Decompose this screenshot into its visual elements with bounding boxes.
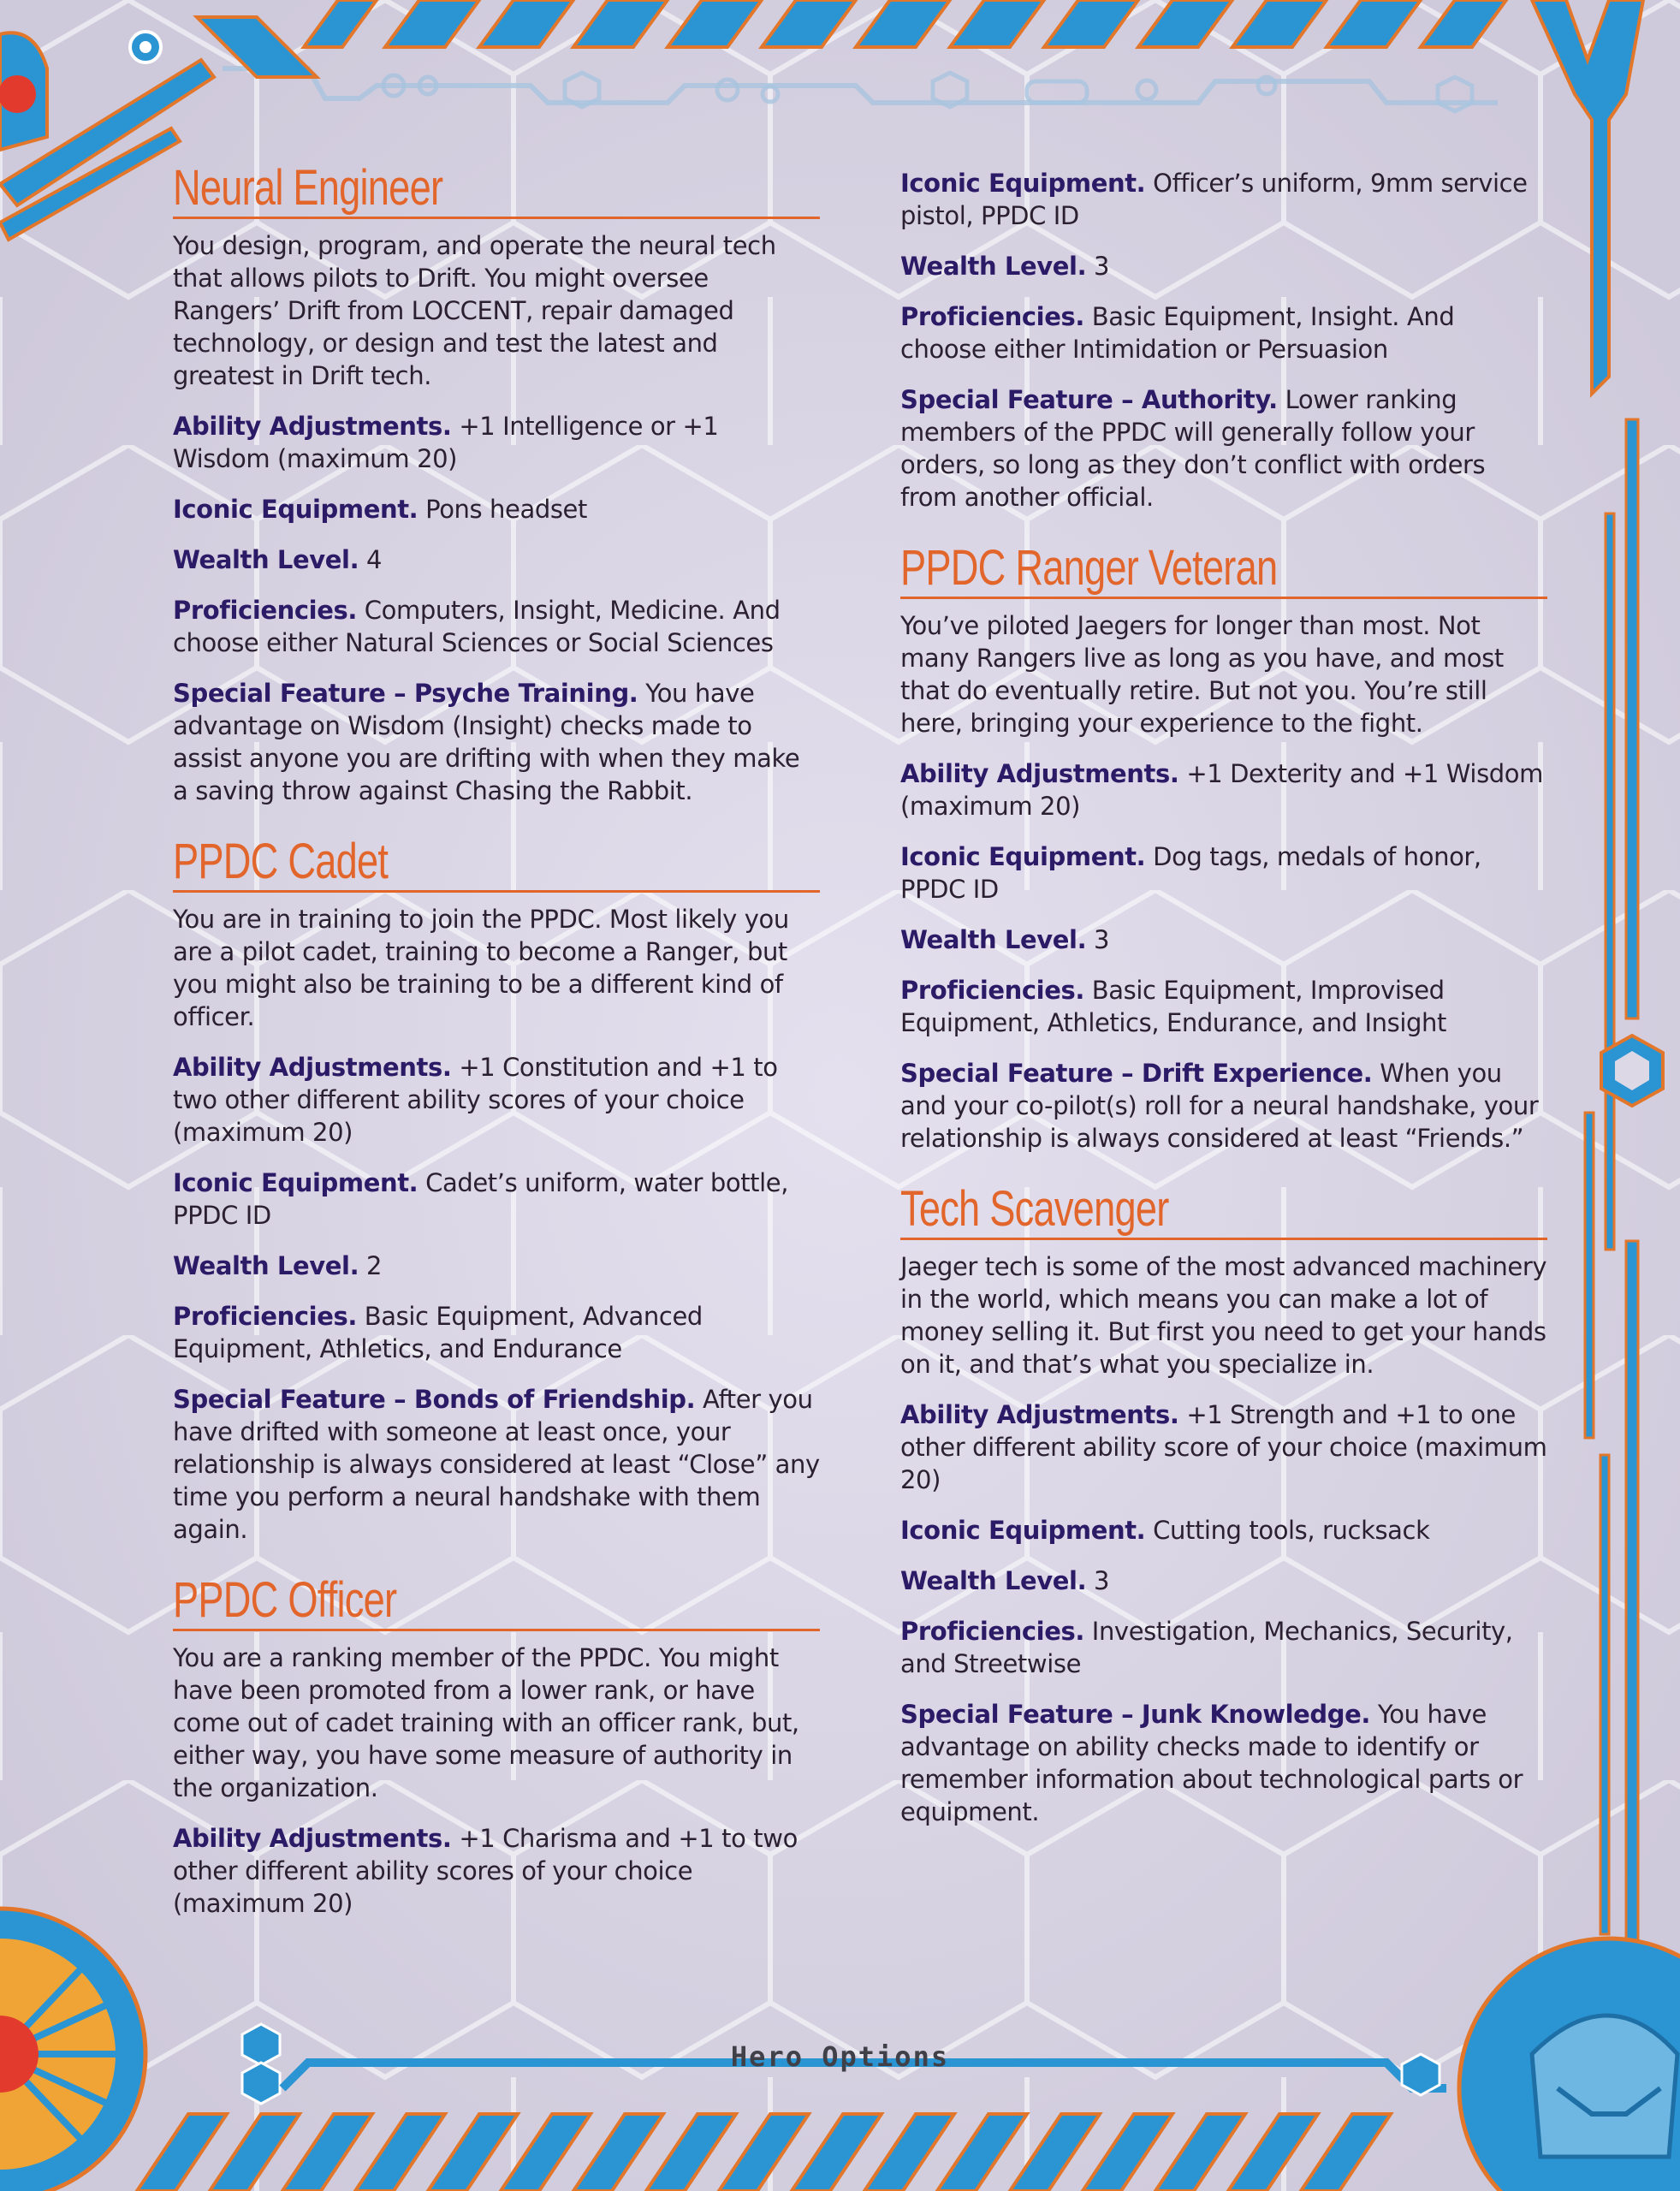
field-value: 3 [1094,252,1110,281]
field-label: Ability Adjustments. [173,1823,452,1853]
field-wealth-level [900,923,1547,956]
field-label: Iconic Equipment. [900,169,1146,198]
section-title: PPDC Officer [173,1571,397,1628]
field-value: Cadet’s uniform, water bottle, PPDC ID [173,1167,789,1230]
field-value: 3 [1094,1565,1110,1595]
field-ability-adjustments [173,410,820,475]
field-value: Dog tags, medals of honor, PPDC ID [900,841,1481,904]
field-label: Wealth Level. [900,1565,1087,1595]
field-label: Wealth Level. [900,924,1087,954]
heading-rule [173,890,820,893]
field-label: Special Feature – Drift Experience. [900,1058,1373,1088]
field-value: When you and your co-pilot(s) roll for a neural handshake, your relationship is always considered at least “Friends.” [900,1058,1539,1153]
field-value: 4 [366,544,383,574]
field-label: Proficiencies. [173,1301,357,1331]
field-iconic-equipment [900,840,1547,905]
section-intro: You are in training to join the PPDC. Most likely you are a pilot cadet, training to become a Ranger, but you might also be training to be a different kind of officer. [173,904,789,1031]
left-column [173,160,820,1949]
section-title: Tech Scavenger [900,1180,1169,1237]
field-ability-adjustments [900,1398,1547,1496]
field-label: Wealth Level. [900,252,1087,281]
field-value: Basic Equipment, Improvised Equipment, Athletics, Endurance, and Insight [900,975,1446,1037]
field-value: Basic Equipment, Insight. And choose either Intimidation or Persuasion [900,302,1455,364]
field-label: Ability Adjustments. [173,411,452,441]
field-label: Special Feature – Psyche Training. [173,678,638,708]
field-proficiencies [900,974,1547,1039]
field-label: Iconic Equipment. [900,841,1146,871]
section-title: PPDC Cadet [173,833,389,889]
field-value: 2 [366,1250,383,1280]
field-label: Ability Adjustments. [900,1399,1179,1429]
section-ppdc-ranger-veteran [900,540,1547,1155]
field-value: After you have drifted with someone at least once, your relationship is always considered at least “Close” any time you perform a neural handshake with them again. [173,1384,820,1544]
field-iconic-equipment [900,1514,1547,1547]
field-label: Iconic Equipment. [173,494,419,524]
section-title: Neural Engineer [173,160,443,216]
field-label: Proficiencies. [900,1616,1084,1646]
field-value: Computers, Insight, Medicine. And choose either Natural Sciences or Social Sciences [173,595,781,657]
field-label: Proficiencies. [900,975,1084,1005]
field-label: Wealth Level. [173,1250,359,1280]
field-special-feature [900,1057,1547,1155]
page-footer: Hero Options [730,2040,950,2073]
heading-rule [900,597,1547,599]
top-stripes [304,0,1506,47]
field-special-feature [900,1698,1547,1828]
field-value: Lower ranking members of the PPDC will generally follow your orders, so long as they don’t conflict with orders from another official. [900,385,1486,512]
section-neural-engineer [173,160,820,807]
field-ability-adjustments [900,757,1547,822]
heading-rule [173,217,820,219]
field-value: Cutting tools, rucksack [1153,1515,1430,1545]
field-proficiencies [173,594,820,659]
field-label: Ability Adjustments. [173,1052,452,1082]
field-iconic-equipment [173,1167,820,1232]
field-proficiencies [173,1300,820,1365]
heading-rule [173,1629,820,1631]
field-special-feature [900,383,1547,514]
field-label: Proficiencies. [900,302,1084,331]
field-label: Iconic Equipment. [900,1515,1146,1545]
field-label: Special Feature – Bonds of Friendship. [173,1384,696,1414]
field-label: Special Feature – Junk Knowledge. [900,1699,1371,1729]
section-intro: You design, program, and operate the neural tech that allows pilots to Drift. You might oversee Rangers’ Drift from LOCCENT, repair damaged technology, or design and test the latest and greatest in Drift tech. [173,230,776,390]
field-wealth-level [173,1250,820,1282]
heading-rule [900,1238,1547,1240]
field-value: Pons headset [425,494,587,524]
field-value: Officer’s uniform, 9mm service pistol, PPDC ID [900,169,1528,230]
field-value: +1 Dexterity and +1 Wisdom (maximum 20) [900,758,1543,821]
field-value: You have advantage on Wisdom (Insight) checks made to assist anyone you are drifting with when they make a saving throw against Chasing the Rabbit. [173,678,800,805]
section-intro: You’ve piloted Jaegers for longer than most. Not many Rangers live as long as you have, and most that do eventually retire. But not you. You’re still here, bringing your experience to the fight. [900,610,1504,738]
field-iconic-equipment [173,493,820,525]
field-label: Wealth Level. [173,544,359,574]
field-value: Investigation, Mechanics, Security, and Streetwise [900,1616,1513,1678]
section-intro: Jaeger tech is some of the most advanced machinery in the world, which means you can make a lot of money selling it. But first you need to get your hands on it, and that’s what you specialize in. [900,1251,1547,1379]
field-special-feature [173,677,820,807]
section-intro: You are a ranking member of the PPDC. You might have been promoted from a lower rank, or have come out of cadet training with an officer rank, but, either way, you have some measure of authority in the organization. [173,1642,799,1802]
field-label: Special Feature – Authority. [900,385,1278,414]
field-ability-adjustments [173,1051,820,1149]
field-special-feature [173,1383,820,1546]
section-ppdc-officer [173,1571,820,1920]
field-wealth-level [900,250,1547,282]
field-value: +1 Strength and +1 to one other different ability score of your choice (maximum 20) [900,1399,1547,1494]
field-value: +1 Constitution and +1 to two other different ability scores of your choice (maximum 20) [173,1052,778,1147]
field-value: You have advantage on ability checks made to identify or remember information about technological parts or equipment. [900,1699,1523,1826]
field-value: +1 Intelligence or +1 Wisdom (maximum 20) [173,411,719,473]
field-label: Ability Adjustments. [900,758,1179,788]
section-ppdc-cadet [173,833,820,1546]
field-value: Basic Equipment, Advanced Equipment, Athletics, and Endurance [173,1301,703,1363]
field-iconic-equipment [900,167,1547,232]
field-label: Iconic Equipment. [173,1167,419,1197]
field-label: Proficiencies. [173,595,357,625]
field-proficiencies [900,300,1547,365]
field-value: +1 Charisma and +1 to two other different ability scores of your choice (maximum 20) [173,1823,798,1918]
right-column [900,167,1547,1857]
field-ability-adjustments [173,1822,820,1920]
field-wealth-level [900,1565,1547,1597]
section-title: PPDC Ranger Veteran [900,540,1278,596]
field-value: 3 [1094,924,1110,954]
field-proficiencies [900,1615,1547,1680]
section-tech-scavenger [900,1180,1547,1828]
section-ppdc-officer-continued [900,167,1547,514]
field-wealth-level [173,543,820,576]
